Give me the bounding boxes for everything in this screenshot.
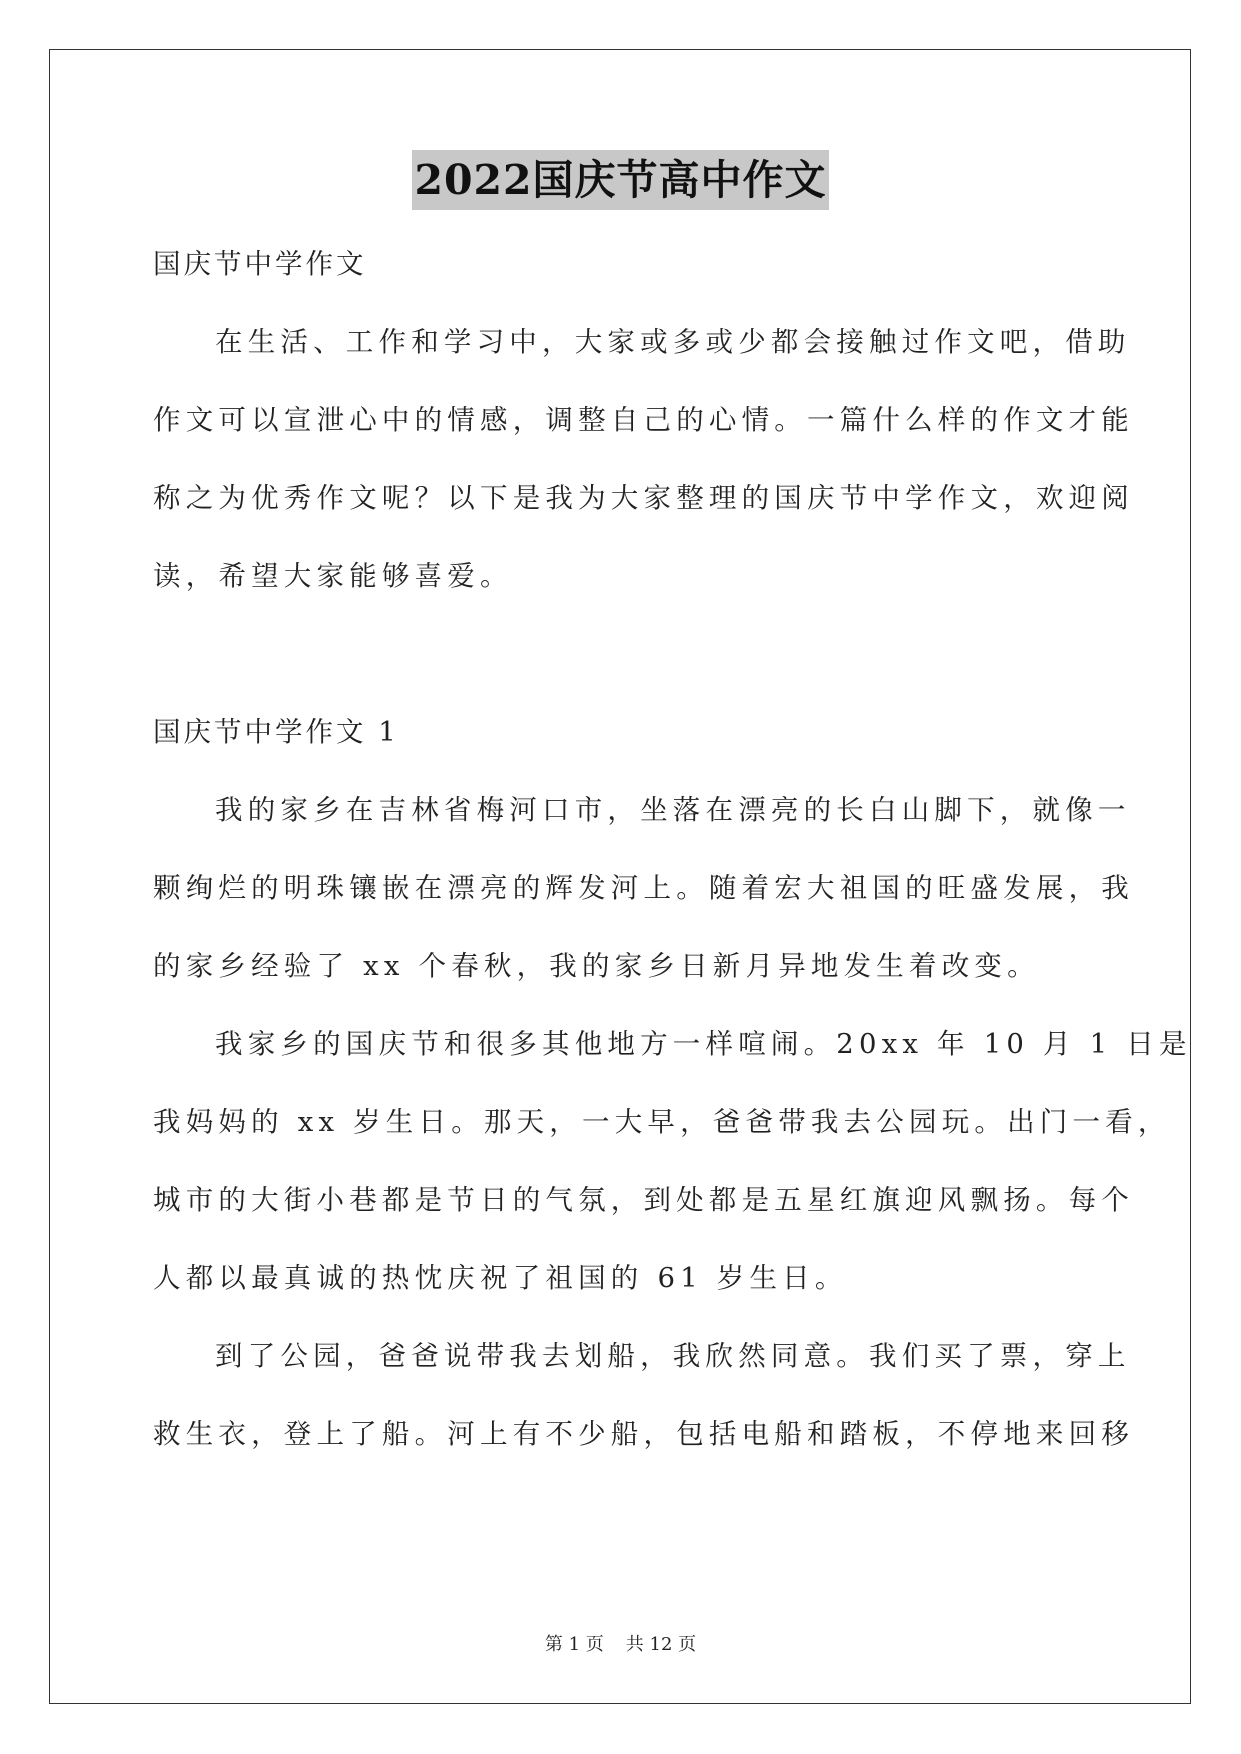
paragraph-line: 颗绚烂的明珠镶嵌在漂亮的辉发河上。随着宏大祖国的旺盛发展，我 (153, 872, 1134, 904)
section-heading: 国庆节中学作文 1 (153, 716, 399, 748)
document-body (153, 225, 1192, 1473)
paragraph-line: 读，希望大家能够喜爱。 (153, 560, 513, 592)
paragraph-line: 称之为优秀作文呢？以下是我为大家整理的国庆节中学作文，欢迎阅 (153, 482, 1134, 514)
paragraph-line: 我的家乡在吉林省梅河口市，坐落在漂亮的长白山脚下，就像一 (215, 794, 1131, 826)
page-number: 第 1 页 (544, 1634, 604, 1655)
paragraph-line: 的家乡经验了 xx 个春秋，我的家乡日新月异地发生着改变。 (153, 950, 1040, 982)
paragraph-line: 救生衣，登上了船。河上有不少船，包括电船和踏板，不停地来回移 (153, 1418, 1134, 1450)
paragraph-line: 我家乡的国庆节和很多其他地方一样喧闹。20xx 年 10 月 1 日是 (215, 1028, 1192, 1060)
paragraph-line: 到了公园，爸爸说带我去划船，我欣然同意。我们买了票，穿上 (215, 1340, 1131, 1372)
document-title-container (0, 150, 1241, 210)
paragraph-line: 作文可以宣泄心中的情感，调整自己的心情。一篇什么样的作文才能 (153, 404, 1134, 436)
document-title: 2022国庆节高中作文 (412, 150, 828, 210)
page-footer (0, 1630, 1241, 1656)
paragraph-line: 人都以最真诚的热忱庆祝了祖国的 61 岁生日。 (153, 1262, 848, 1294)
blank-line (153, 615, 1093, 693)
paragraph-line: 我妈妈的 xx 岁生日。那天，一大早，爸爸带我去公园玩。出门一看， (153, 1106, 1171, 1138)
total-pages: 共 12 页 (625, 1634, 697, 1655)
section-heading: 国庆节中学作文 (153, 248, 367, 280)
paragraph-line: 城市的大街小巷都是节日的气氛，到处都是五星红旗迎风飘扬。每个 (153, 1184, 1134, 1216)
paragraph-line: 在生活、工作和学习中，大家或多或少都会接触过作文吧，借助 (215, 326, 1131, 358)
